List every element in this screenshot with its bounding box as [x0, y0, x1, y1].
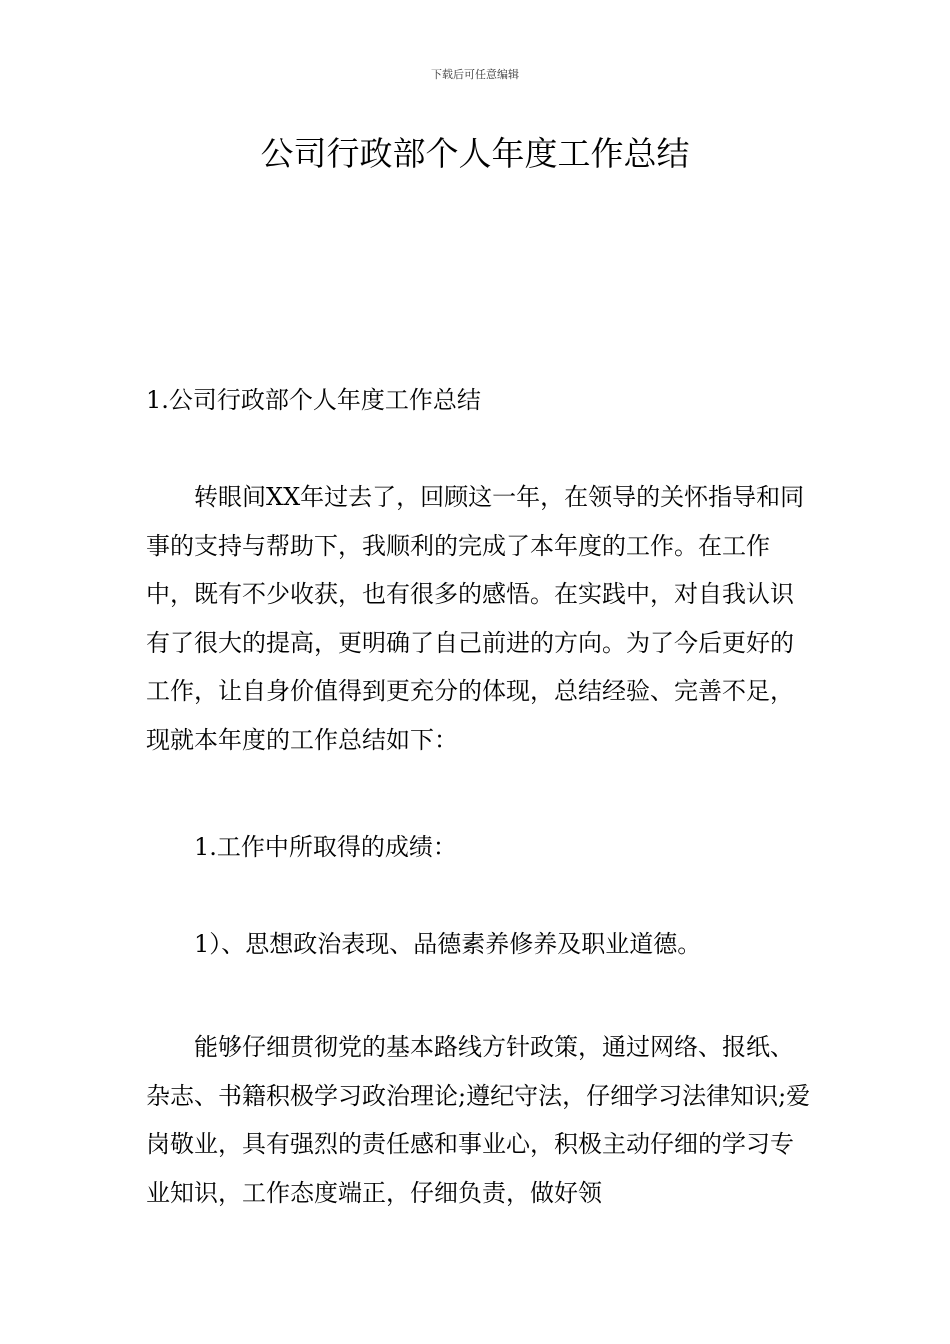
document-title: 公司行政部个人年度工作总结 [260, 134, 690, 173]
list-item-achievements: 1.工作中所取得的成绩： [194, 833, 457, 861]
paragraph-political-study: 能够仔细贯彻党的基本路线方针政策，通过网络、报纸、杂志、书籍积极学习政治理论;遵纪守法，仔细学习法律知识;爱岗敬业，具有强烈的责任感和事业心，积极主动仔细的学习专业知识，工作态度端正，仔细负责，做好领 [146, 1033, 811, 1207]
paragraph-intro: 转眼间XX年过去了，回顾这一年，在领导的关怀指导和同事的支持与帮助下，我顺利的完成了本年度的工作。在工作中，既有不少收获，也有很多的感悟。在实践中，对自我认识有了很大的提高，更明确了自己前进的方向。为了今后更好的工作，让自身价值得到更充分的体现，总结经验、完善不足，现就本年度的工作总结如下： [146, 483, 805, 754]
section-heading: 1.公司行政部个人年度工作总结 [146, 386, 481, 414]
header-note: 下载后可任意编辑 [431, 68, 519, 81]
sub-item-political-performance: 1）、思想政治表现、品德素养修养及职业道德。 [194, 930, 702, 958]
